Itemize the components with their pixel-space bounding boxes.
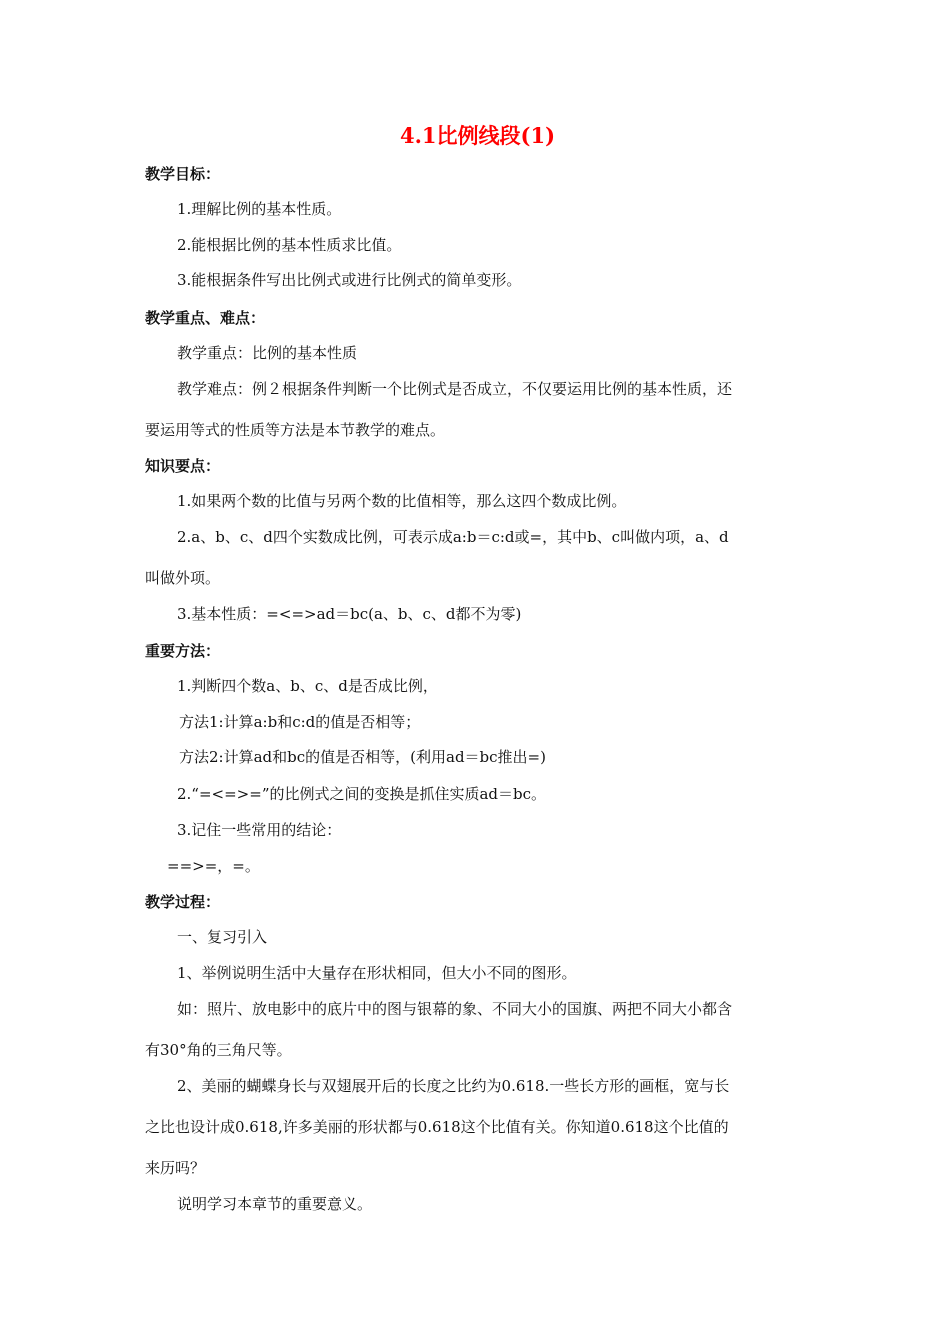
knowledge-item: 3.基本性质：=<=>ad＝bc(a、b、c、d都不为零) [177, 605, 522, 623]
method-item: 2.“=<=>=”的比例式之间的变换是抓住实质ad＝bc。 [177, 785, 547, 803]
knowledge-item: 2.a、b、c、d四个实数成比例，可表示成a:b＝c:d或=，其中b、c叫做内项，a、d [177, 528, 729, 546]
method-detail: 方法2:计算ad和bc的值是否相等，(利用ad＝bc推出=) [179, 748, 546, 766]
difficulty-text-continued: 要运用等式的性质等方法是本节教学的难点。 [145, 421, 446, 439]
process-paragraph: 如：照片、放电影中的底片中的图与银幕的象、不同大小的国旗、两把不同大小都含 [177, 1000, 733, 1018]
process-paragraph: 2、美丽的蝴蝶身长与双翅展开后的长度之比约为0.618.一些长方形的画框，宽与长 [177, 1077, 730, 1095]
process-paragraph-continued: 之比也设计成0.618,许多美丽的形状都与0.618这个比值有关。你知道0.618这个比值的 [145, 1118, 729, 1136]
document-page [145, 0, 810, 1344]
method-conclusion: ==>=，=。 [167, 857, 260, 875]
difficulty-text: 教学难点：例２根据条件判断一个比例式是否成立，不仅要运用比例的基本性质，还 [177, 380, 733, 398]
page-title: 4.1比例线段(1) [399, 123, 556, 148]
objective-item: 2.能根据比例的基本性质求比值。 [177, 236, 402, 254]
method-item: 1.判断四个数a、b、c、d是否成比例， [177, 677, 438, 695]
objective-item: 1.理解比例的基本性质。 [177, 200, 342, 218]
process-paragraph: 1、举例说明生活中大量存在形状相同，但大小不同的图形。 [177, 964, 577, 982]
methods-heading: 重要方法： [145, 642, 221, 660]
process-heading: 教学过程： [145, 893, 221, 911]
process-paragraph: 说明学习本章节的重要意义。 [177, 1195, 373, 1213]
process-part: 一、复习引入 [177, 928, 268, 946]
objectives-heading: 教学目标： [145, 165, 221, 183]
knowledge-item-continued: 叫做外项。 [145, 569, 221, 587]
knowledge-heading: 知识要点： [145, 457, 221, 475]
knowledge-item: 1.如果两个数的比值与另两个数的比值相等，那么这四个数成比例。 [177, 492, 627, 510]
method-detail: 方法1:计算a:b和c:d的值是否相等； [179, 713, 421, 731]
process-paragraph-continued: 来历吗？ [145, 1159, 206, 1177]
key-points-heading: 教学重点、难点： [145, 309, 266, 327]
focus-text: 教学重点：比例的基本性质 [177, 344, 358, 362]
method-item: 3.记住一些常用的结论： [177, 821, 342, 839]
process-paragraph-continued: 有30°角的三角尺等。 [145, 1041, 292, 1059]
objective-item: 3.能根据条件写出比例式或进行比例式的简单变形。 [177, 271, 522, 289]
